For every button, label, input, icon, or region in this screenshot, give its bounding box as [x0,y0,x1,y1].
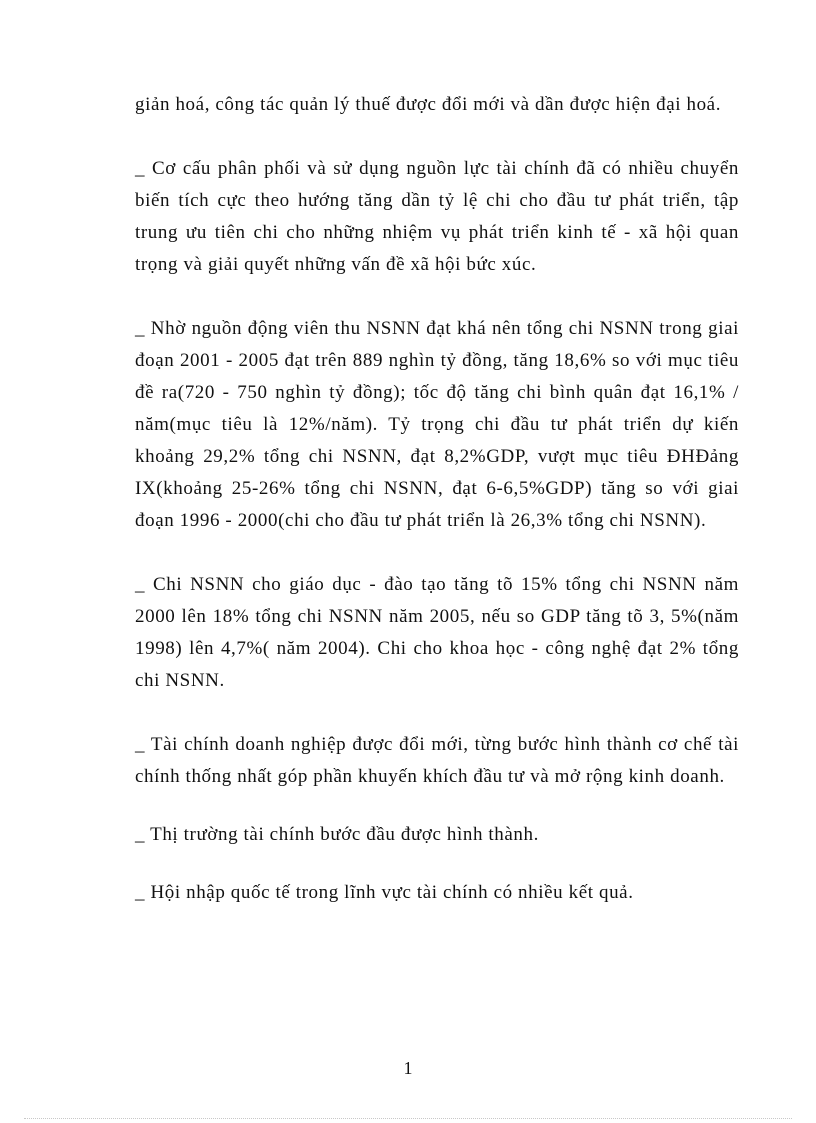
paragraph-financial-market: _ Thị trường tài chính bước đầu được hình thành. [135,824,539,845]
page-number: 1 [403,1058,413,1078]
paragraph-international-integration: _ Hội nhập quốc tế trong lĩnh vực tài chính có nhiều kết quả. [135,882,634,903]
paragraph-budget-spending: _ Nhờ nguồn động viên thu NSNN đạt khá nên tổng chi NSNN trong giai đoạn 2001 - 2005 đạt trên 889 nghìn tỷ đồng, tăng 18,6% so với mục tiêu đề ra(720 - 750 nghìn tỷ đồng); tốc độ tăng chi bình quân đạt 16,1% / năm(mục tiêu là 12%/năm). Tỷ trọng chi đầu tư phát triển dự kiến khoảng 29,2% tổng chi NSNN, đạt 8,2%GDP, vượt mục tiêu ĐHĐảng IX(khoảng 25-26% tổng chi NSNN, đạt 6-6,5%GDP) tăng so với giai đoạn 1996 - 2000(chi cho đầu tư phát triển là 26,3% tổng chi NSNN). [135,318,739,531]
document-body [135,89,739,941]
page-bottom-divider [24,1118,792,1119]
paragraph-tax-modernization: giản hoá, công tác quản lý thuế được đổi mới và dần được hiện đại hoá. [135,94,722,115]
paragraph-resource-allocation: _ Cơ cấu phân phối và sử dụng nguồn lực tài chính đã có nhiều chuyển biến tích cực theo hướng tăng dần tỷ lệ chi cho đầu tư phát triển, tập trung ưu tiên chi cho những nhiệm vụ phát triển kinh tế - xã hội quan trọng và giải quyết những vấn đề xã hội bức xúc. [135,158,739,275]
paragraph-education-spending: _ Chi NSNN cho giáo dục - đào tạo tăng tõ 15% tổng chi NSNN năm 2000 lên 18% tổng chi NSNN năm 2005, nếu so GDP tăng tõ 3, 5%(năm 1998) lên 4,7%( năm 2004). Chi cho khoa học - công nghệ đạt 2% tổng chi NSNN. [135,574,739,691]
paragraph-enterprise-finance: _ Tài chính doanh nghiệp được đổi mới, từng bước hình thành cơ chế tài chính thống nhất góp phần khuyến khích đầu tư và mở rộng kinh doanh. [135,734,739,787]
